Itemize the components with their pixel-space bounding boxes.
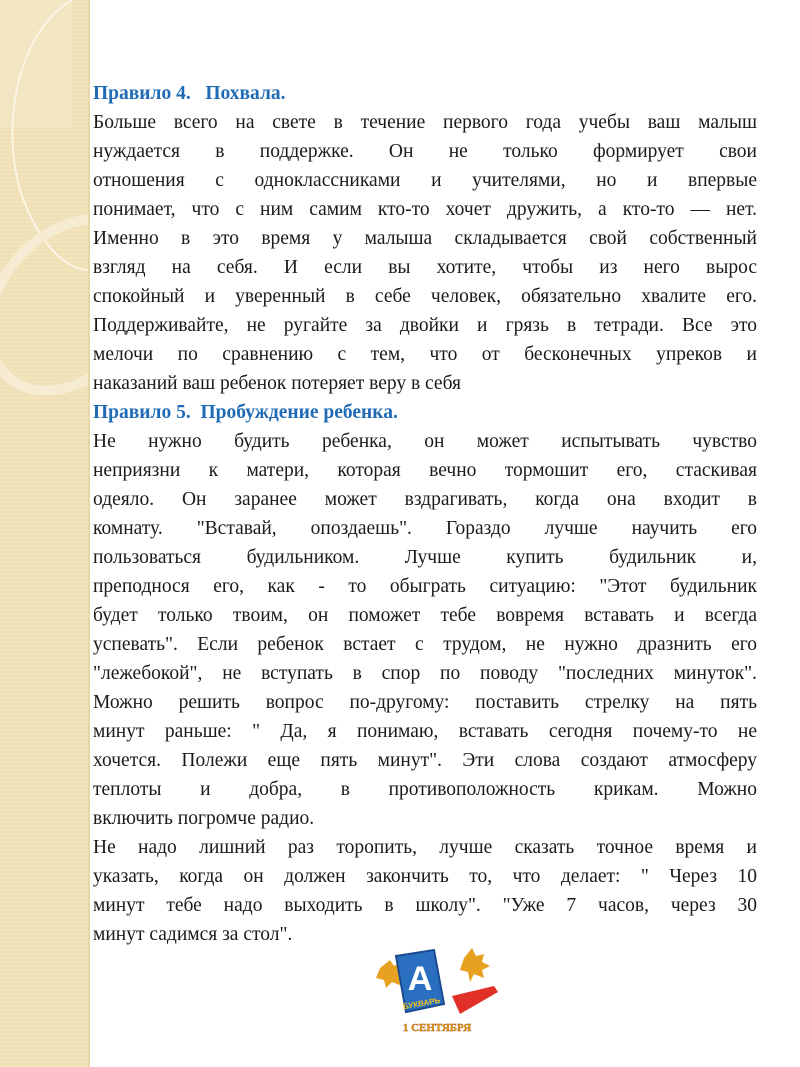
svg-text:А: А — [407, 960, 433, 998]
september-1-logo — [372, 938, 502, 1038]
slide-text — [93, 79, 757, 949]
decorative-sidebar — [0, 0, 88, 1067]
rule5-heading: Правило 5. Пробуждение ребенка. — [93, 402, 398, 423]
rule4-line: мелочи по сравнению с тем, что от бесконечных упреков и — [93, 344, 757, 365]
rule5-line: пользоваться будильником. Лучше купить будильник и, — [93, 547, 757, 568]
rule4-line: Именно в это время у малыша складывается свой собственный — [93, 228, 757, 249]
rule4-line: взгляд на себя. И если вы хотите, чтобы из него вырос — [93, 257, 757, 278]
rule5-line: теплоты и добра, в противоположность крикам. Можно — [93, 779, 757, 800]
rule5-line: минут садимся за стол". — [93, 924, 293, 945]
rule4-line: спокойный и уверенный в себе человек, обязательно хвалите его. — [93, 286, 757, 307]
rule5-line: "лежебокой", не вступать в спор по поводу "последних минуток". — [93, 663, 757, 684]
rule4-line: Больше всего на свете в течение первого года учебы ваш малыш — [93, 112, 757, 133]
rule5-line: хочется. Полежи еще пять минут". Эти слова создают атмосферу — [93, 750, 757, 771]
rule5-line: неприязни к матери, которая вечно тормошит его, стаскивая — [93, 460, 757, 481]
rule5-line: указать, когда он должен закончить то, что делает: " Через 10 — [93, 866, 757, 887]
red-book-icon — [452, 986, 498, 1014]
rule5-line: Можно решить вопрос по-другому: поставить стрелку на пять — [93, 692, 757, 713]
rule5-line: успевать". Если ребенок встает с трудом, не нужно дразнить его — [93, 634, 757, 655]
rule4-line: отношения с одноклассниками и учителями, но и впервые — [93, 170, 757, 191]
rule5-line: минут тебе надо выходить в школу". "Уже 7 часов, через 30 — [93, 895, 757, 916]
rule5-line: Не нужно будить ребенка, он может испытывать чувство — [93, 431, 757, 452]
rule5-line: будет только твоим, он поможет тебе вовремя вставать и всегда — [93, 605, 757, 626]
swirl-decoration-icon — [0, 0, 88, 1067]
rule5-line: комнату. "Вставай, опоздаешь". Гораздо лучше научить его — [93, 518, 757, 539]
rule5-line: одеяло. Он заранее может вздрагивать, когда она входит в — [93, 489, 757, 510]
svg-text:БУКВАРЬ: БУКВАРЬ — [402, 995, 441, 1012]
rule4-line: Поддерживайте, не ругайте за двойки и грязь в тетради. Все это — [93, 315, 757, 336]
rule4-heading: Правило 4. Похвала. — [93, 83, 286, 104]
rule5-line: Не надо лишний раз торопить, лучше сказать точное время и — [93, 837, 757, 858]
svg-text:1 СЕНТЯБРЯ: 1 СЕНТЯБРЯ — [402, 1022, 472, 1034]
rule4-line: нуждается в поддержке. Он не только формирует свои — [93, 141, 757, 162]
rule5-line: минут раньше: " Да, я понимаю, вставать сегодня почему-то не — [93, 721, 757, 742]
rule4-line: наказаний ваш ребенок потеряет веру в себя — [93, 373, 461, 394]
rule5-line: преподнося его, как - то обыграть ситуацию: "Этот будильник — [93, 576, 757, 597]
sidebar-divider — [88, 0, 90, 1067]
rule4-line: понимает, что с ним самим кто-то хочет дружить, а кто-то — нет. — [93, 199, 757, 220]
maple-leaf-icon — [460, 948, 490, 982]
rule5-line: включить погромче радио. — [93, 808, 315, 829]
